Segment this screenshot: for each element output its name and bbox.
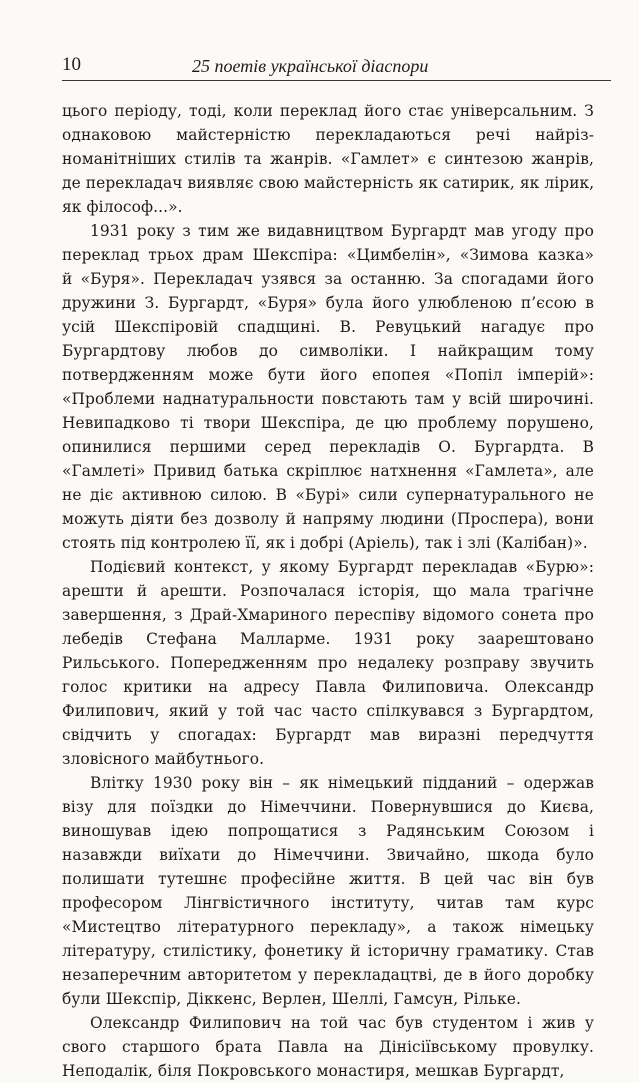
text-line: можуть діяти без дозволу й напряму людини (Проспера), вони [62,510,594,528]
text-line: «Гамлеті» Привид батька скріплює натхнення «Гамлета», але [62,462,594,480]
text-line: незаперечним авторитетом у перекладацтві, де в його доробку [62,966,594,984]
text-line: потвердженням може бути його епопея «Попіл імперій»: [62,366,594,384]
text-line: Филипович, який у той час часто спілкувався з Бургардтом, [62,702,594,720]
text-line: «Проблеми наднатуральности повстають там у всій широчині. [62,390,594,408]
paragraph [62,1011,594,1083]
text-line: не діє активною силою. В «Бурі» сили супернатурального не [62,486,594,504]
text-line: однаковою майстерністю перекладаються речі найріз- [62,126,594,144]
text-line: де перекладач виявляє свою майстерність як сатирик, як лірик, [62,174,594,192]
header-rule [62,80,611,81]
paragraph [62,555,594,771]
text-line: й «Буря». Перекладач узявся за останню. За спогадами його [62,270,594,288]
text-line: полишати тутешнє професійне життя. В цей час він був [62,870,594,888]
text-line: голос критики на адресу Павла Филиповича. Олександр [62,678,594,696]
text-line: літературу, стилістику, фонетику й історичну граматику. Став [62,942,594,960]
text-line: назавжди виїхати до Німеччини. Звичайно, шкода було [62,846,594,864]
paragraph [62,99,594,219]
paragraph [62,219,594,555]
page-number: 10 [62,54,81,75]
text-line: Неподалік, біля Покровського монастиря, мешкав Бургардт, [62,1062,565,1080]
text-line: як філософ...». [62,198,183,216]
text-line: завершення, з Драй-Хмариного переспіву відомого сонета про [62,606,594,624]
text-line: Олександр Филипович на той час був студентом і жив у [90,1014,594,1032]
text-line: стоять під контролею її, як і добрі (Аріель), так і злі (Калібан)». [62,534,588,552]
text-line: Влітку 1930 року він – як німецький підданий – одержав [90,774,594,792]
text-line: лебедів Стефана Малларме. 1931 року заарештовано [62,630,594,648]
text-line: Подієвий контекст, у якому Бургардт перекладав «Бурю»: [90,558,594,576]
text-line: свідчить у спогадах: Бургардт мав виразні передчуття [62,726,594,744]
text-line: Бургардтову любов до символіки. І найкращим тому [62,342,594,360]
text-line: номанітніших стилів та жанрів. «Гамлет» є синтезою жанрів, [62,150,594,168]
text-line: дружини З. Бургардт, «Буря» була його улюбленою п’єсою в [62,294,594,312]
text-line: цього періоду, тоді, коли переклад його стає універсальним. З [62,102,594,120]
text-line: 1931 року з тим же видавництвом Бургардт мав угоду про [90,222,594,240]
text-line: візу для поїздки до Німеччини. Повернувшися до Києва, [62,798,594,816]
text-line: професором Лінгвістичного інституту, читав там курс [62,894,594,912]
text-line: арешти й арешти. Розпочалася історія, що мала трагічне [62,582,594,600]
body-text [62,99,594,1083]
text-line: були Шекспір, Діккенс, Верлен, Шеллі, Гамсун, Рільке. [62,990,521,1008]
text-line: усій Шекспіровій спадщині. В. Ревуцький нагадує про [62,318,594,336]
paragraph [62,771,594,1011]
text-line: виношував ідею попрощатися з Радянським Союзом і [62,822,594,840]
text-line: свого старшого брата Павла на Дінісіївському провулку. [62,1038,594,1056]
text-line: переклад трьох драм Шекспіра: «Цимбелін», «Зимова казка» [62,246,594,264]
page-header [62,52,611,82]
text-line: «Мистецтво літературного перекладу», а також німецьку [62,918,594,936]
text-line: Рильського. Попередженням про недалеку розправу звучить [62,654,594,672]
text-line: Невипадково ті твори Шекспіра, де цю проблему порушено, [62,414,594,432]
running-title: 25 поетів української діаспори [192,56,429,76]
text-line: опинилися першими серед перекладів О. Бургардта. В [62,438,594,456]
text-line: зловісного майбутнього. [62,750,265,768]
